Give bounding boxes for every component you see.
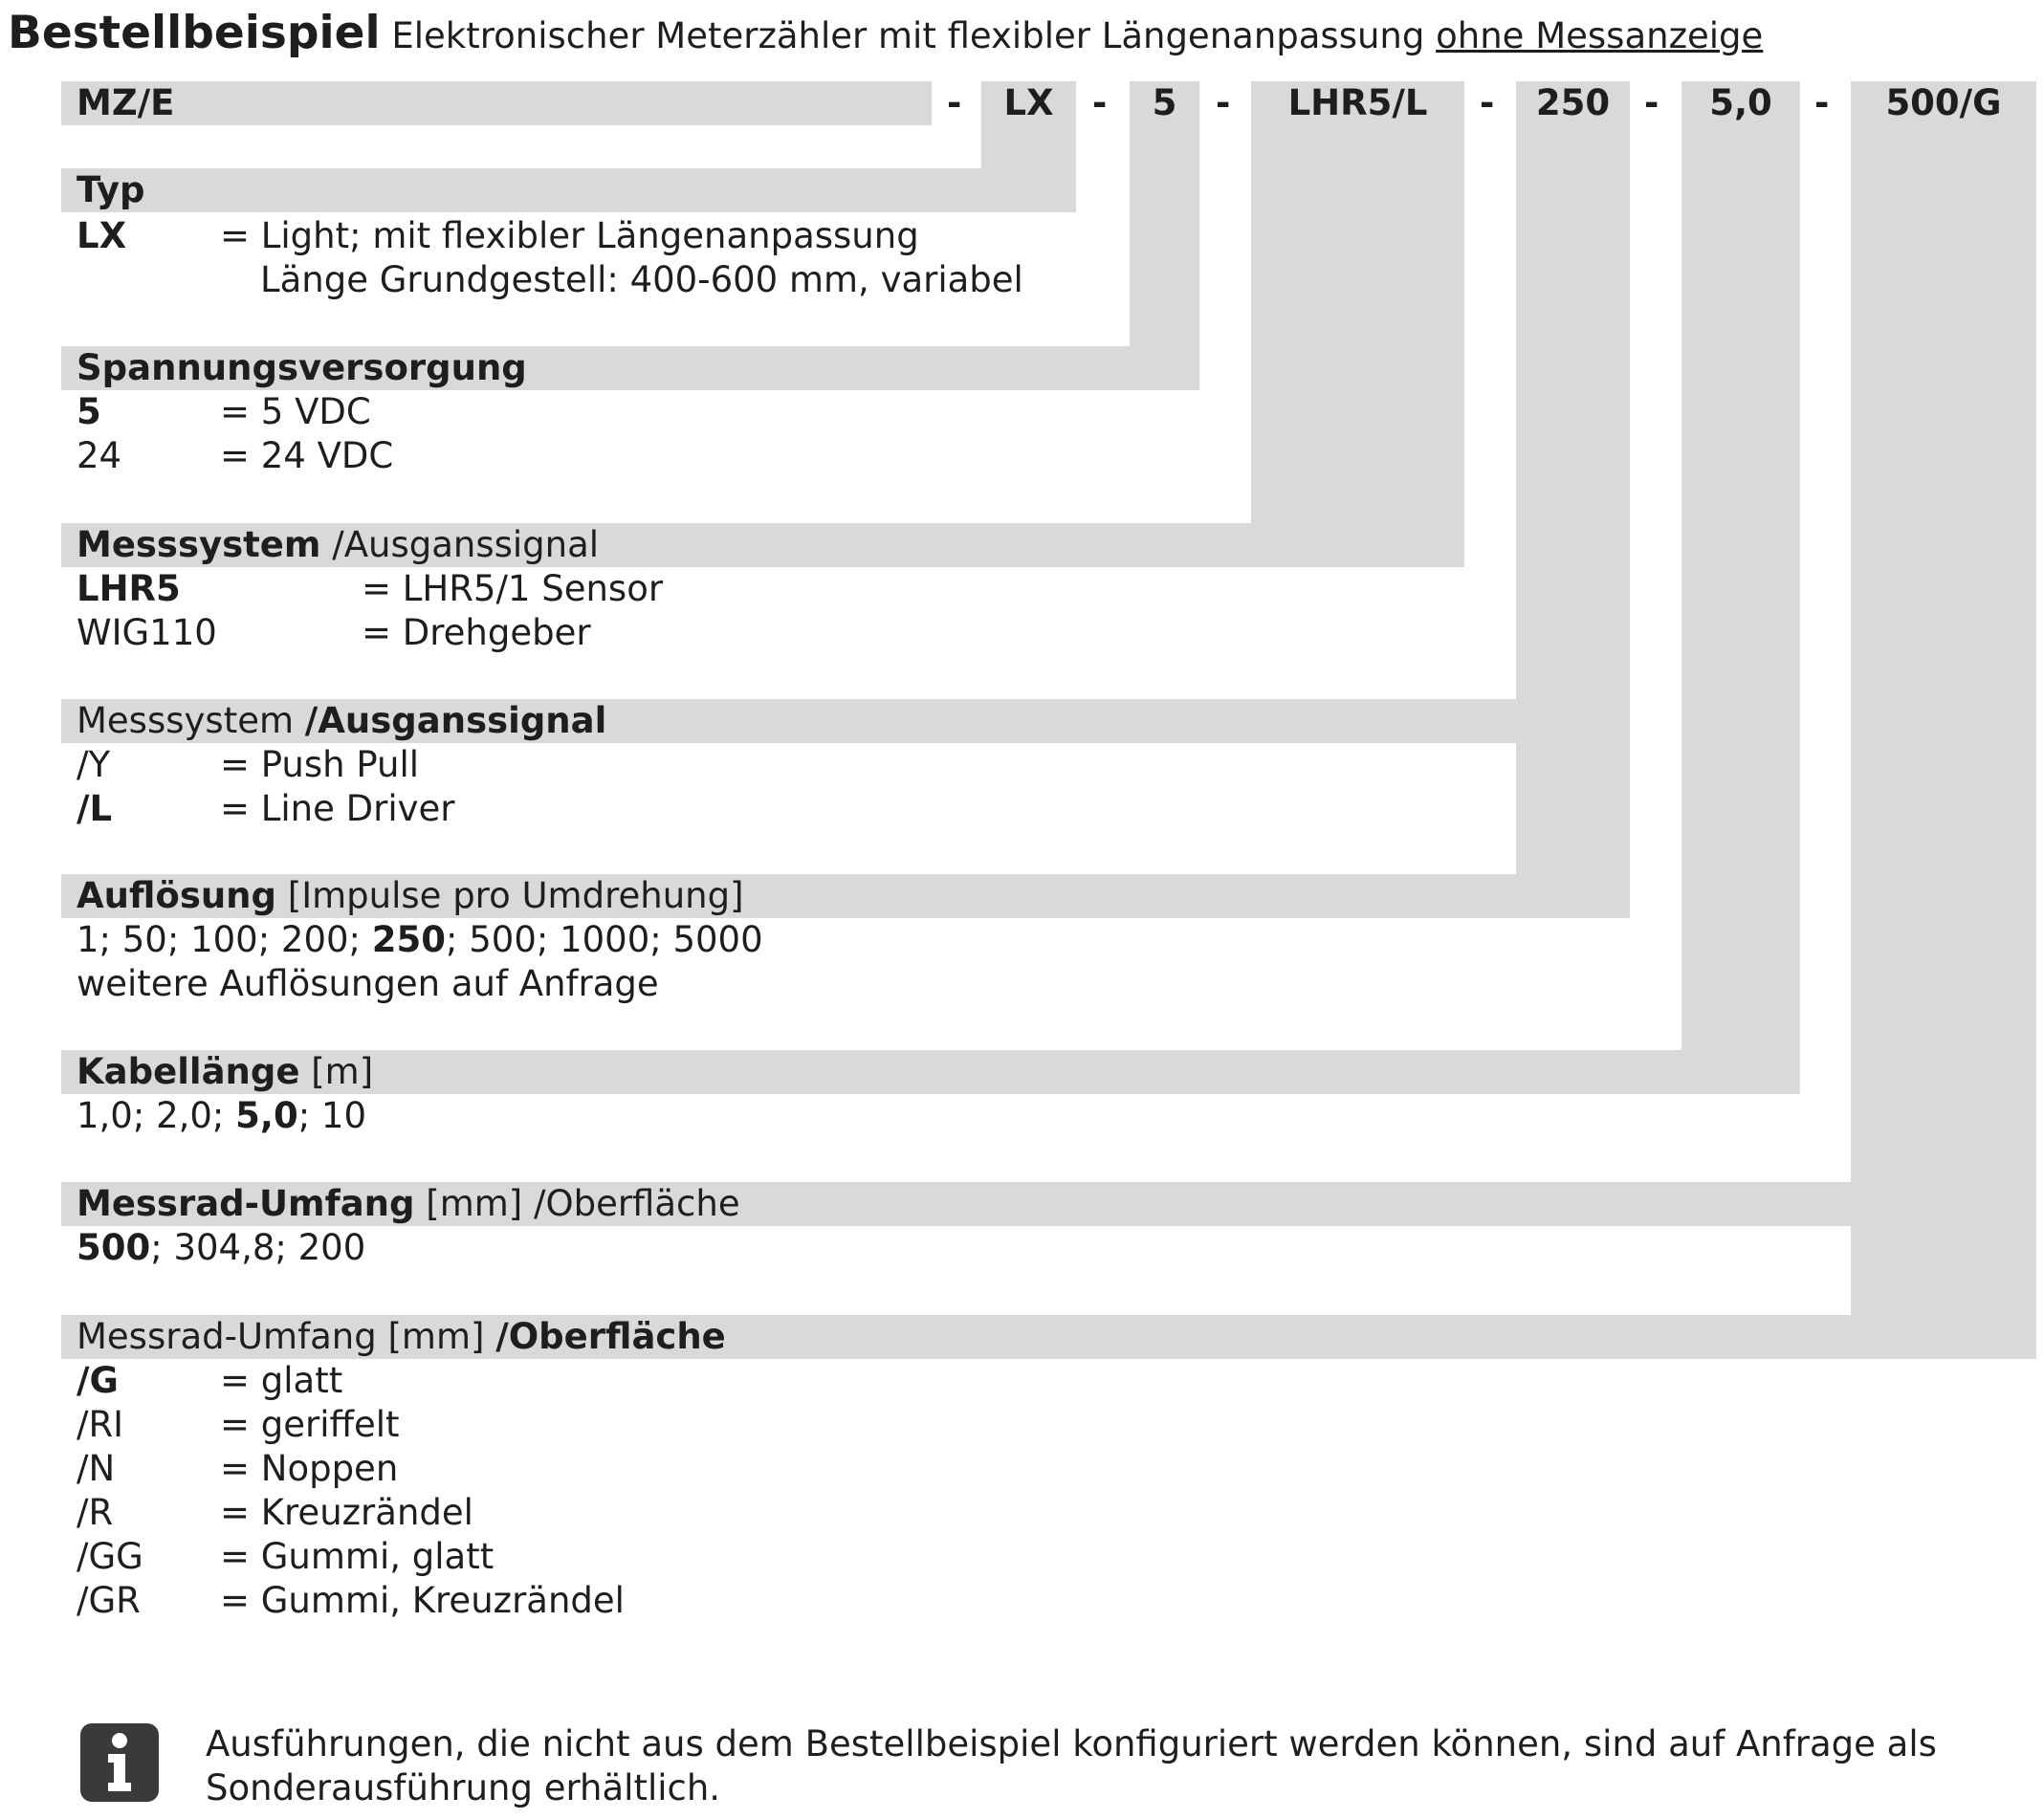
column-bar-50 (1681, 81, 1800, 1094)
order-code-separator: - (1644, 82, 1659, 123)
section-title-rest: [m] (311, 1051, 374, 1092)
option-code: /L (77, 788, 113, 829)
option-desc: = geriffelt (220, 1404, 400, 1445)
order-code-segment-5: 5 (1152, 82, 1177, 123)
option-code: 24 (77, 435, 122, 476)
order-code-base-bar (61, 81, 932, 125)
section-title-bold: /Oberfläche (495, 1316, 726, 1357)
option-code: WIG110 (77, 612, 217, 653)
section-title-messsystem (77, 523, 599, 567)
order-code-separator: - (947, 82, 962, 123)
option-desc: = Drehgeber (362, 612, 591, 653)
order-code-separator: - (1216, 82, 1231, 123)
order-code-segment-lx: LX (1003, 82, 1054, 123)
section-title-typ: Typ (77, 169, 145, 210)
option-desc: = glatt (220, 1360, 343, 1401)
page-subtitle: Elektronischer Meterzähler mit flexibler Längenanpassung (391, 15, 1425, 56)
order-code-segment-250: 250 (1535, 82, 1611, 123)
option-code: /R (77, 1492, 114, 1533)
section-title-bold: Kabellänge (77, 1051, 300, 1092)
order-code-base: MZ/E (77, 82, 175, 123)
order-code-separator: - (1814, 82, 1830, 123)
option-desc: = 24 VDC (220, 435, 394, 476)
section-title-rest: [mm] /Oberfläche (426, 1183, 740, 1224)
section-title-spannung: Spannungsversorgung (77, 347, 527, 388)
option-value-selected: 250 (371, 919, 447, 960)
option-value-selected: 500 (77, 1227, 151, 1268)
section-title-bold: Messsystem (77, 524, 321, 565)
column-bar-5 (1130, 81, 1199, 390)
column-bar-500g (1851, 81, 2036, 1359)
section-title-bold: Messrad-Umfang (77, 1183, 415, 1224)
order-code-segment-lhr5l: LHR5/L (1287, 82, 1428, 123)
option-desc: = Gummi, glatt (220, 1536, 495, 1577)
option-value-selected: 5,0 (235, 1095, 298, 1136)
option-values: 1; 50; 100; 200; (77, 919, 362, 960)
option-desc-extra: Länge Grundgestell: 400-600 mm, variabel (260, 259, 1023, 300)
option-desc: = Kreuzrändel (220, 1492, 473, 1533)
column-bar-250 (1516, 81, 1630, 918)
option-desc: = Noppen (220, 1448, 399, 1489)
option-code: /GG (77, 1536, 143, 1577)
section-title-rest: Messrad-Umfang [mm] (77, 1316, 485, 1357)
option-desc: = Push Pull (220, 744, 420, 785)
option-desc: = Gummi, Kreuzrändel (220, 1580, 625, 1621)
option-code: /GR (77, 1580, 141, 1621)
section-bar-typ (61, 168, 1076, 212)
option-note: weitere Auflösungen auf Anfrage (77, 963, 659, 1004)
column-bar-lhr5 (1251, 81, 1464, 567)
section-title-rest: [Impulse pro Umdrehung] (287, 875, 744, 916)
option-values-line (77, 918, 763, 962)
section-title-ausgang (77, 699, 606, 743)
section-title-rest: Messsystem (77, 700, 295, 741)
info-icon (80, 1723, 159, 1802)
section-title-oberflaeche (77, 1315, 726, 1359)
order-code-separator: - (1480, 82, 1495, 123)
section-title-bold: /Ausganssignal (304, 700, 607, 741)
section-title-kabel (77, 1050, 373, 1094)
section-title-umfang (77, 1182, 740, 1226)
option-values-line (77, 1226, 365, 1270)
option-desc: = Light; mit flexibler Längenanpassung (220, 215, 919, 256)
option-code: /Y (77, 744, 111, 785)
option-code: /RI (77, 1404, 124, 1445)
option-values: ; 10 (297, 1095, 367, 1136)
page-title: Bestellbeispiel (8, 7, 381, 59)
option-code: LX (77, 215, 127, 256)
option-code: LHR5 (77, 568, 181, 609)
order-code-separator: - (1092, 82, 1108, 123)
option-code: 5 (77, 391, 101, 432)
page-title-line (8, 4, 1763, 66)
option-values: ; 304,8; 200 (150, 1227, 366, 1268)
option-code: /G (77, 1360, 119, 1401)
page-subtitle-underlined: ohne Messanzeige (1436, 15, 1764, 56)
option-desc: = Line Driver (220, 788, 455, 829)
section-title-rest: /Ausganssignal (332, 524, 600, 565)
option-desc: = 5 VDC (220, 391, 371, 432)
option-desc: = LHR5/1 Sensor (362, 568, 664, 609)
option-code: /N (77, 1448, 116, 1489)
option-values: ; 500; 1000; 5000 (446, 919, 763, 960)
section-title-bold: Auflösung (77, 875, 277, 916)
option-values-line (77, 1094, 366, 1138)
info-note-text: Ausführungen, die nicht aus dem Bestellbeispiel konfiguriert werden können, sind auf Anfrage als Sonderausführung erhältlich. (206, 1723, 1937, 1808)
option-values: 1,0; 2,0; (77, 1095, 225, 1136)
order-code-segment-50: 5,0 (1709, 82, 1772, 123)
order-code-segment-500g: 500/G (1885, 82, 2002, 123)
section-title-aufloesung (77, 874, 744, 918)
